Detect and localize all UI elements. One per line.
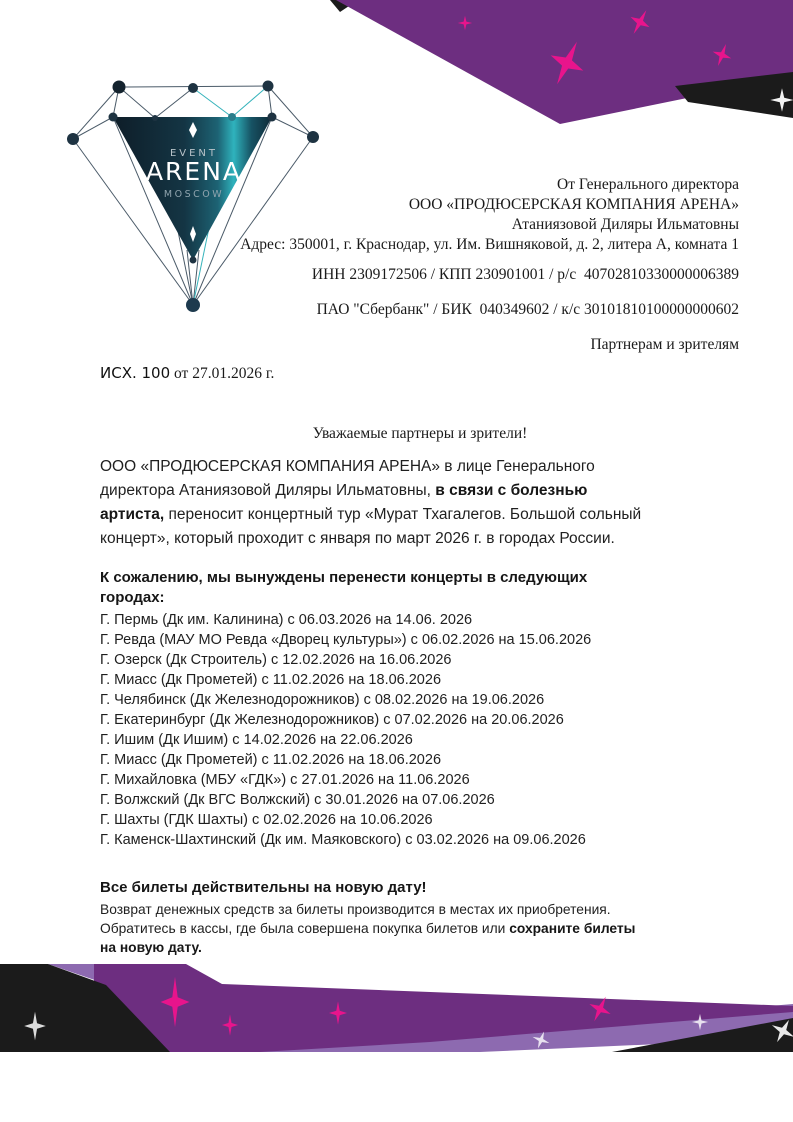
addressee-line: Партнерам и зрителям <box>590 336 739 353</box>
ref-line <box>100 364 274 383</box>
logo-arena-text: ARENA <box>145 157 243 186</box>
intro-line: концерт», который проходит с января по март 2026 г. в городах России. <box>100 530 615 547</box>
tickets-line: Обратитесь в кассы, где была совершена покупка билетов или сохраните билеты <box>100 921 636 936</box>
city-item: Г. Екатеринбург (Дк Железнодорожников) с 07.02.2026 на 20.06.2026 <box>100 712 564 728</box>
salutation: Уважаемые партнеры и зрители! <box>312 425 528 442</box>
intro-paragraph <box>100 455 720 551</box>
city-item: Г. Миасс (Дк Прометей) с 11.02.2026 на 18.06.2026 <box>100 752 442 768</box>
header-ribbon-graphic <box>330 0 793 130</box>
sender-from-line: От Генерального директора <box>557 176 739 193</box>
logo-moscow-text: MOSCOW <box>163 189 225 200</box>
tickets-line: на новую дату. <box>100 940 202 955</box>
city-item: Г. Ишим (Дк Ишим) с 14.02.2026 на 22.06.2026 <box>100 732 413 748</box>
logo-event-text: EVENT <box>169 148 219 159</box>
city-item: Г. Михайловка (МБУ «ГДК») с 27.01.2026 на 11.06.2026 <box>100 772 470 788</box>
intro-line: директора Атаниязовой Диляры Ильматовны, в связи с болезнью <box>100 482 588 499</box>
city-item: Г. Челябинск (Дк Железнодорожников) с 08.02.2026 на 19.06.2026 <box>100 692 545 708</box>
intro-line: артиста, переносит концертный тур «Мурат Тхагалегов. Большой сольный <box>100 506 642 523</box>
ref-number: ИСХ. 100 <box>100 364 171 382</box>
city-list <box>100 610 760 850</box>
city-item: Г. Шахты (ГДК Шахты) с 02.02.2026 на 10.06.2026 <box>100 812 433 828</box>
sender-company-line: ООО «ПРОДЮСЕРСКАЯ КОМПАНИЯ АРЕНА» <box>408 196 739 213</box>
intro-line: ООО «ПРОДЮСЕРСКАЯ КОМПАНИЯ АРЕНА» в лице Генерального <box>100 458 595 475</box>
city-item: Г. Волжский (Дк ВГС Волжский) с 30.01.2026 на 07.06.2026 <box>100 792 495 808</box>
tickets-heading: Все билеты действительны на новую дату! <box>100 879 427 896</box>
ref-date: от 27.01.2026 г. <box>174 365 275 382</box>
sender-director-line: Атаниязовой Диляры Ильматовны <box>511 216 739 233</box>
city-item: Г. Каменск-Шахтинский (Дк им. Маяковского) с 03.02.2026 на 09.06.2026 <box>100 832 586 848</box>
reschedule-heading: К сожалению, мы вынуждены перенести концерты в следующих городах: <box>100 569 588 606</box>
tickets-paragraph <box>100 900 740 957</box>
city-item: Г. Озерск (Дк Строитель) с 12.02.2026 на 16.06.2026 <box>100 652 452 668</box>
city-item: Г. Миасс (Дк Прометей) с 11.02.2026 на 18.06.2026 <box>100 672 442 688</box>
city-item: Г. Ревда (МАУ МО Ревда «Дворец культуры») с 06.02.2026 на 15.06.2026 <box>100 632 592 648</box>
city-item: Г. Пермь (Дк им. Калинина) с 06.03.2026 на 14.06. 2026 <box>100 612 473 628</box>
sender-address-line: Адрес: 350001, г. Краснодар, ул. Им. Вишняковой, д. 2, литера А, комната 1 <box>240 236 739 253</box>
tickets-line: Возврат денежных средств за билеты производится в местах их приобретения. <box>100 902 611 917</box>
footer-ribbon-graphic <box>0 962 793 1054</box>
sender-bank-line: ПАО "Сбербанк" / БИК 040349602 / к/с 30101810100000000602 <box>316 301 739 318</box>
sender-inn-line: ИНН 2309172506 / КПП 230901001 / р/с 40702810330000006389 <box>311 266 739 283</box>
